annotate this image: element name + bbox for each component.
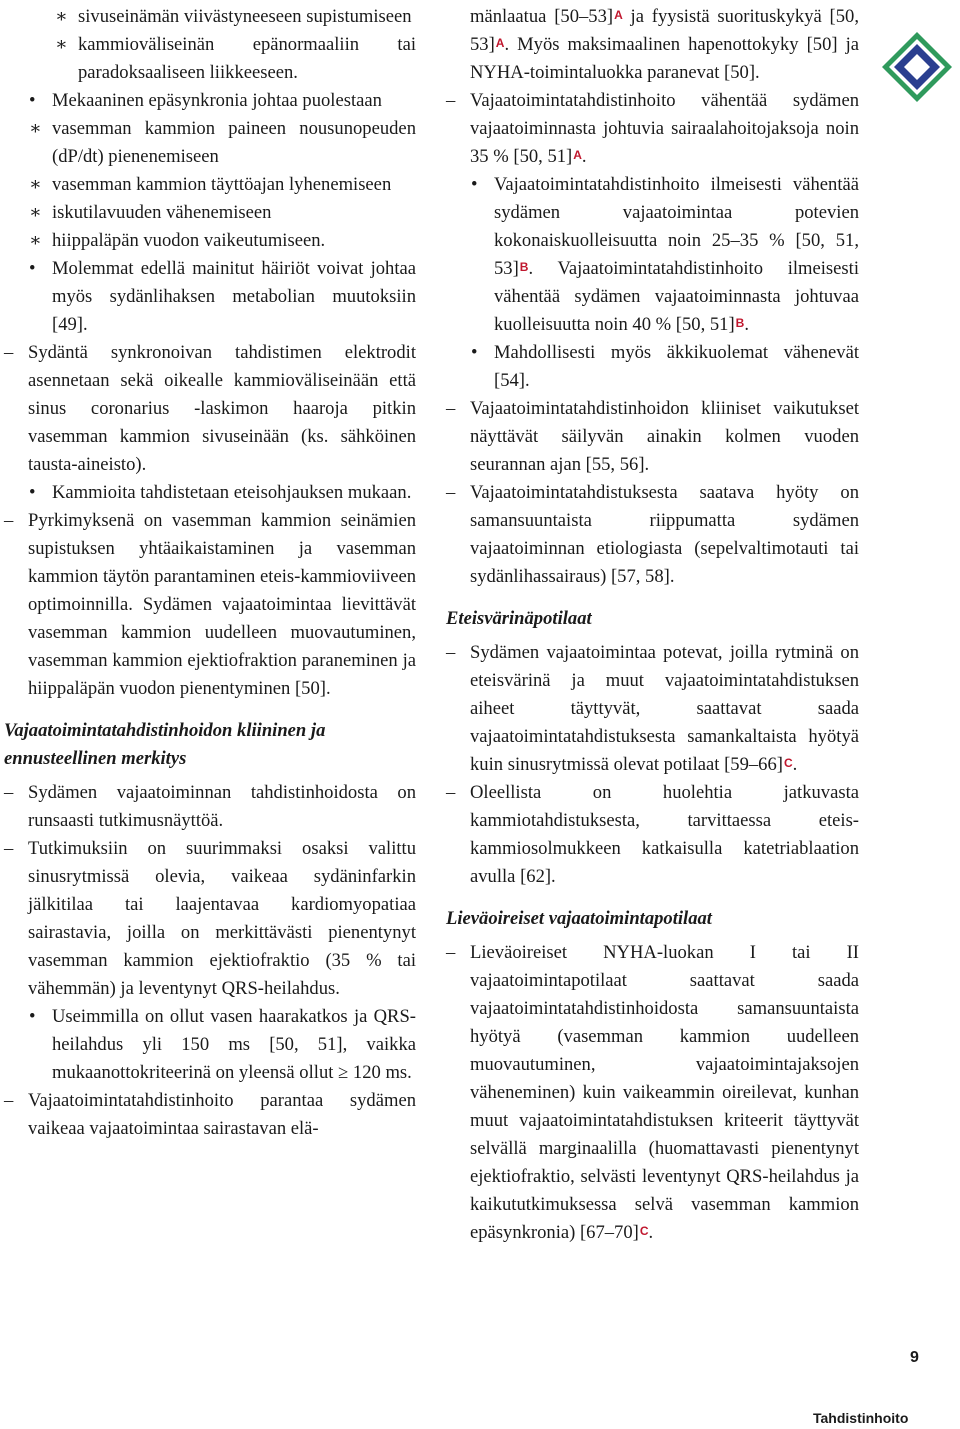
dash-marker: – [446, 642, 456, 663]
right-column [446, 3, 859, 1247]
dash-marker: – [446, 90, 456, 111]
page-number: 9 [910, 1349, 919, 1366]
dash-marker: – [446, 482, 456, 503]
item-text: Vajaatoimintatahdistinhoito vähentää sydämen vajaatoiminnasta johtuvia sairaalahoitojaksoja noin 35 % [50, 51] [470, 90, 859, 167]
item-text: Vajaatoimintatahdistinhoito parantaa sydämen vaikeaa vajaatoimintaa sairastavan elä- [28, 1090, 416, 1139]
evidence-level-badge: C [783, 756, 793, 770]
evidence-level-badge: C [639, 1224, 649, 1238]
list-item [4, 227, 416, 255]
bullet-marker: • [29, 482, 36, 503]
evidence-level-badge: A [614, 8, 623, 22]
star-marker: ∗ [29, 202, 42, 223]
bullet-marker: • [29, 258, 36, 279]
continuation-paragraph [446, 3, 859, 87]
list-item [4, 507, 416, 703]
item-text: Pyrkimyksenä on vasemman kammion seinämien supistuksen yhtäaikaistaminen ja vasemman kammion täytön parantaminen eteis-kammioviiveen optimoinnilla. Sydämen vajaatoimintaa lievittävät vasemman kammion uudelleen muovautuminen, vasemman kammion ejektiofraktion paraneminen ja hiippaläpän vuodon pienentyminen [50]. [28, 510, 416, 699]
item-text: Molemmat edellä mainitut häiriöt voivat johtaa myös sydänlihaksen metabolian muutoksiin [49]. [52, 258, 416, 335]
footer-title: Tahdistinhoito [813, 1410, 909, 1426]
item-text: Tutkimuksiin on suurimmaksi osaksi valittu sinusrytmissä olevia, vaikeaa sydäninfarkin jälkitilaa tai laajentavaa kardiomyopatiaa sairastavia, joilla on merkittävästi pienentynyt vasemman kammion ejektiofraktio (35 % tai vähemmän) ja leventynyt QRS-heilahdus. [28, 838, 416, 999]
star-marker: ∗ [29, 118, 42, 139]
evidence-level-badge: A [573, 148, 582, 162]
item-text: Lieväoireiset NYHA-luokan I tai II vajaatoimintapotilaat saattavat saada vajaatoimintatahdistinhoidosta samansuuntaista hyötyä (vasemman kammion uudelleen muovautuminen, vajaatoimintajaksojen väheneminen) kuin vaikeammin oireilevat, kunhan muut vajaatoimintatahdistuksen kriteerit täyttyvät selvällä marginaalilla (huomattavasti pienentynyt ejektiofraktio, selvästi leventynyt QRS-heilahdus ja kaikututkimuksessa selvä vasemman kammion epäsynkronia) [67–70] [470, 942, 859, 1243]
list-item [4, 1003, 416, 1087]
evidence-level-badge: A [495, 36, 505, 50]
dash-marker: – [4, 838, 14, 859]
list-item [4, 115, 416, 171]
item-text: . [744, 314, 749, 335]
item-text: Mahdollisesti myös äkkikuolemat vähenevät [54]. [494, 342, 859, 391]
list-item [446, 639, 859, 779]
bullet-marker: • [471, 174, 478, 195]
item-text: Sydäntä synkronoivan tahdistimen elektrodit asennetaan sekä oikealle kammioväliseinään että sinus coronarius -laskimon haaroja pitkin vasemman kammion sivuseinään (ks. sähköinen tausta-aineisto). [28, 342, 416, 475]
item-text: . [792, 754, 798, 775]
item-text: Sydämen vajaatoiminnan tahdistinhoidosta on runsaasti tutkimusnäyttöä. [28, 782, 416, 831]
list-item [4, 779, 416, 835]
list-item [446, 779, 859, 891]
item-text: Useimmilla on ollut vasen haarakatkos ja QRS-heilahdus yli 150 ms [50, 51], vaikka mukaanottokriteerinä on yleensä ollut ≥ 120 ms. [52, 1006, 416, 1083]
list-item [446, 339, 859, 395]
item-text: Vajaatoimintatahdistinhoidon kliiniset vaikutukset näyttävät säilyvän ainakin kolmen vuoden seurannan ajan [55, 56]. [470, 398, 859, 475]
diamond-logo-icon [880, 30, 954, 104]
item-text: vasemman kammion täyttöajan lyhenemiseen [52, 174, 392, 195]
section-heading: Eteisvärinäpotilaat [446, 608, 592, 629]
dash-marker: – [446, 942, 456, 963]
evidence-level-badge: B [735, 316, 745, 330]
left-column [4, 3, 416, 1143]
item-text: Vajaatoimintatahdistinhoito ilmeisesti vähentää sydämen vajaatoimintaa potevien kokonaiskuolleisuutta noin 25–35 % [50, 51, 53] [494, 174, 859, 279]
item-text: kammioväliseinän epänormaaliin tai paradoksaaliseen liikkeeseen. [78, 34, 416, 83]
item-text: Mekaaninen epäsynkronia johtaa puolestaan [52, 90, 382, 111]
item-text: vasemman kammion paineen nousunopeuden (dP/dt) pienenemiseen [52, 118, 416, 167]
list-item [4, 3, 416, 31]
star-marker: ∗ [55, 6, 68, 27]
list-item [4, 87, 416, 115]
list-item [446, 395, 859, 479]
bullet-marker: • [471, 342, 478, 363]
dash-marker: – [4, 510, 14, 531]
item-text: . Vajaatoimintatahdistinhoito ilmeisesti vähentää sydämen vajaatoiminnasta johtuvaa kuolleisuutta noin 40 % [50, 51] [494, 258, 859, 335]
list-item [446, 171, 859, 339]
list-item [446, 479, 859, 591]
list-item [4, 339, 416, 479]
item-text: Vajaatoimintatahdistuksesta saatava hyöty on samansuuntaista riippumatta sydämen vajaatoiminnan etiologiasta (sepelvaltimotauti tai sydänlihassairaus) [57, 58]. [470, 482, 859, 587]
item-text: Oleellista on huolehtia jatkuvasta kammiotahdistuksesta, tarvittaessa eteis-kammiosolmukkeen katkaisulla katetriablaation avulla [62]. [470, 782, 859, 887]
item-text: . [648, 1222, 654, 1243]
dash-marker: – [446, 782, 456, 803]
list-item [4, 199, 416, 227]
list-item [4, 1087, 416, 1143]
section-heading: Vajaatoimintatahdistinhoidon kliininen ja ennusteellinen merkitys [4, 720, 326, 769]
list-item [4, 31, 416, 87]
list-item [446, 939, 859, 1247]
item-text: Kammioita tahdistetaan eteisohjauksen mukaan. [52, 482, 412, 503]
dash-marker: – [4, 342, 14, 363]
bullet-marker: • [29, 1006, 36, 1027]
dash-marker: – [446, 398, 456, 419]
item-text: . Myös maksimaalinen hapenottokyky [50] ja NYHA-toimintaluokka paranevat [50]. [470, 34, 859, 83]
item-text: . [581, 146, 587, 167]
dash-marker: – [4, 782, 14, 803]
dash-marker: – [4, 1090, 14, 1111]
section-heading: Lieväoireiset vajaatoimintapotilaat [446, 908, 712, 929]
list-item [4, 479, 416, 507]
bullet-marker: • [29, 90, 36, 111]
list-item [4, 171, 416, 199]
list-item [446, 87, 859, 171]
evidence-level-badge: B [519, 260, 529, 274]
star-marker: ∗ [55, 34, 68, 55]
star-marker: ∗ [29, 174, 42, 195]
item-text: sivuseinämän viivästyneeseen supistumiseen [78, 6, 412, 27]
item-text: iskutilavuuden vähenemiseen [52, 202, 272, 223]
star-marker: ∗ [29, 230, 42, 251]
item-text: mänlaatua [50–53] [470, 6, 614, 27]
item-text: ja fyysistä suorituskykyä [50, 53] [470, 6, 859, 55]
list-item [4, 835, 416, 1003]
item-text: hiippaläpän vuodon vaikeutumiseen. [52, 230, 326, 251]
list-item [4, 255, 416, 339]
item-text: Sydämen vajaatoimintaa potevat, joilla rytminä on eteisvärinä ja muut vajaatoimintatahdistuksen aiheet täyttyvät, saattavat saada vajaatoimintatahdistuksesta samankaltaista hyötyä kuin sinusrytmissä olevat potilaat [59–66] [470, 642, 859, 775]
